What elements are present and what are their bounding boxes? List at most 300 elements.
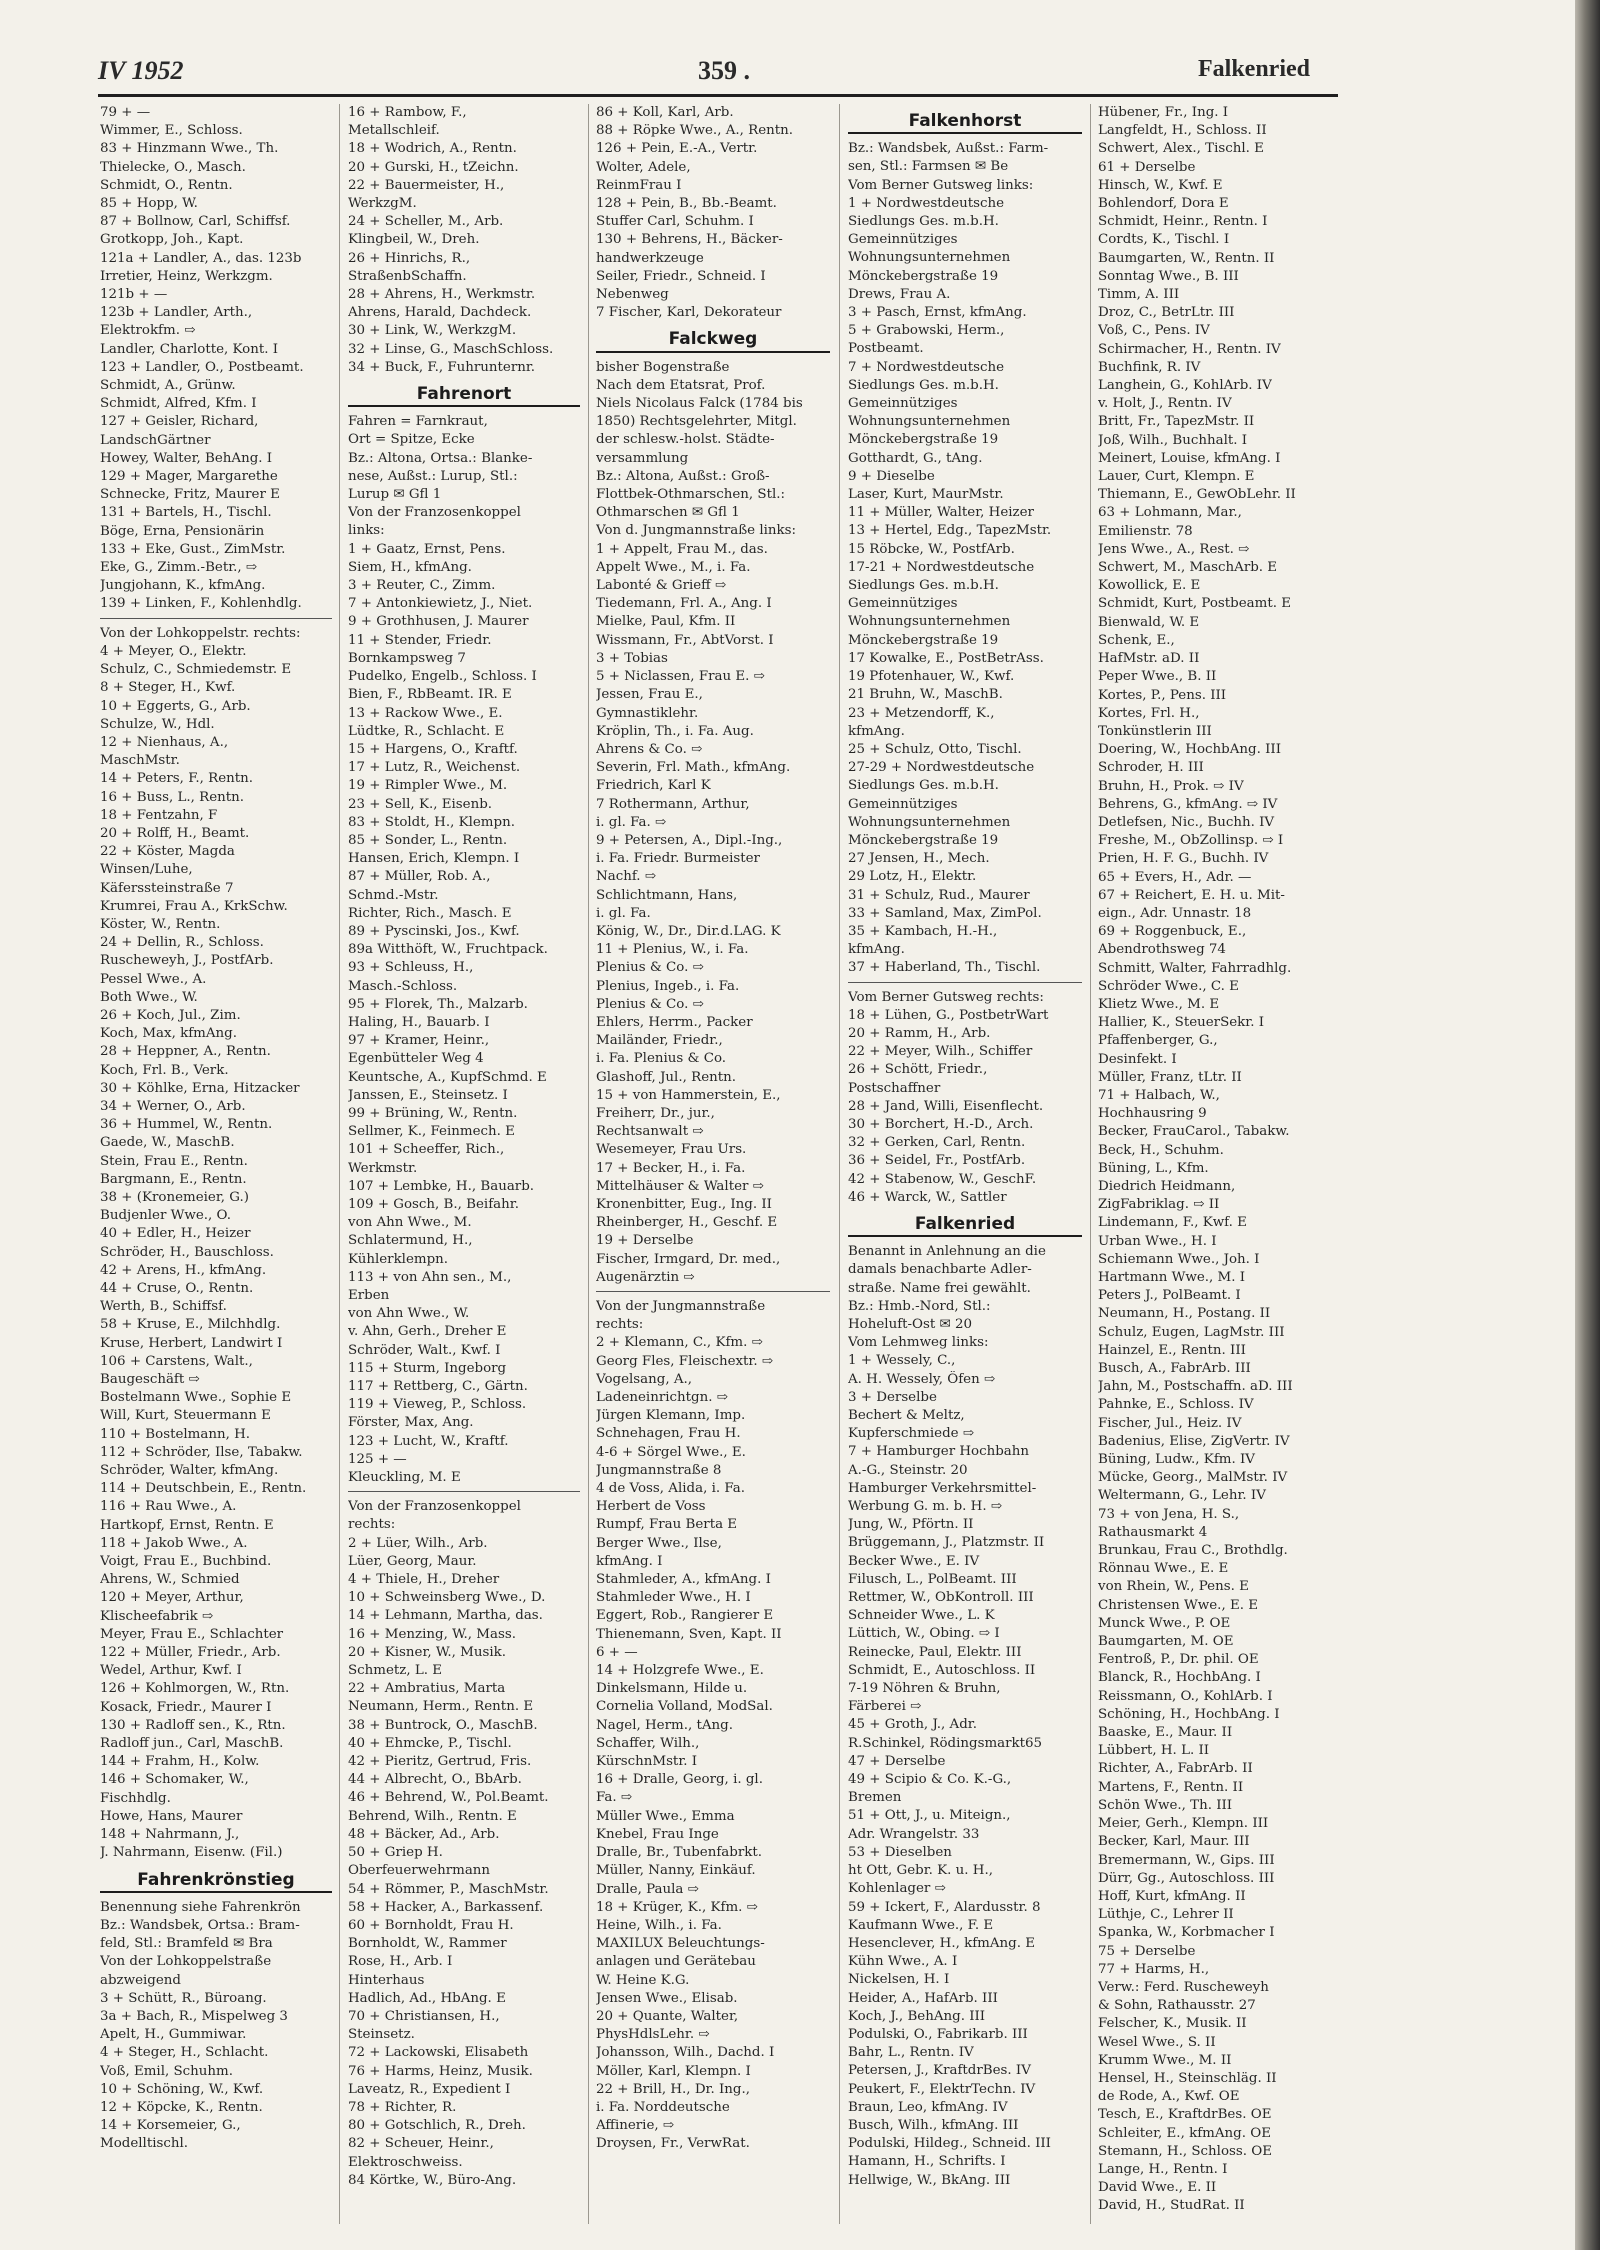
directory-entry: 22 + Bauermeister, H., — [348, 177, 505, 193]
directory-entry: Pfaffenberger, G., — [1098, 1033, 1218, 1049]
directory-entry: 10 + Schweinsberg Wwe., D. — [348, 1590, 546, 1606]
directory-entry: Hansen, Erich, Klempn. I — [348, 851, 520, 867]
directory-entry: Von der Lohkoppelstraße — [100, 1954, 272, 1970]
directory-entry: 11 + Plenius, W., i. Fa. — [596, 942, 749, 958]
directory-entry: straße. Name frei gewählt. — [848, 1280, 1031, 1296]
street-heading: Falkenhorst — [848, 112, 1082, 134]
directory-entry: 116 + Rau Wwe., A. — [100, 1499, 237, 1515]
directory-entry: 63 + Lohmann, Mar., — [1098, 505, 1242, 521]
directory-entry: 144 + Frahm, H., Kolw. — [100, 1754, 260, 1770]
directory-entry: Kühlerklempn. — [348, 1251, 449, 1267]
directory-entry: Grotkopp, Joh., Kapt. — [100, 232, 244, 248]
directory-entry: Berger Wwe., Ilse, — [596, 1535, 722, 1551]
directory-entry: 22 + Köster, Magda — [100, 844, 235, 860]
directory-entry: Georg Fles, Fleischextr. ⇨ — [596, 1353, 774, 1369]
directory-entry: Podulski, O., Fabrikarb. III — [848, 2026, 1028, 2042]
directory-entry: Behrens, G., kfmAng. ⇨ IV — [1098, 796, 1278, 812]
book-edge — [1575, 0, 1600, 2250]
directory-entry: Bohlendorf, Dora E — [1098, 196, 1229, 212]
directory-entry: 14 + Peters, F., Rentn. — [100, 771, 254, 787]
directory-entry: 34 + Buck, F., Fuhrunternr. — [348, 359, 536, 375]
directory-entry: kfmAng. — [848, 723, 905, 739]
directory-entry: Wohnungsunternehmen — [848, 614, 1011, 630]
directory-entry: Hoheluft-Ost ✉ 20 — [848, 1317, 973, 1332]
directory-entry: Kronenbitter, Eug., Ing. II — [596, 1196, 772, 1212]
directory-entry: 85 + Sonder, L., Rentn. — [348, 832, 508, 848]
directory-entry: von Ahn Wwe., M. — [348, 1215, 472, 1231]
directory-entry: Bz.: Altona, Außst.: Groß- — [596, 468, 770, 484]
directory-entry: Tiedemann, Frl. A., Ang. I — [596, 596, 772, 612]
directory-entry: Schöning, H., HochbAng. I — [1098, 1706, 1280, 1722]
directory-entry: 40 + Ehmcke, P., Tischl. — [348, 1735, 512, 1751]
directory-entry: Baaske, E., Maur. II — [1098, 1725, 1233, 1741]
directory-entry: Labonté & Grieff ⇨ — [596, 578, 727, 594]
directory-entry: 72 + Lackowski, Elisabeth — [348, 2045, 529, 2061]
directory-entry: Gemeinnütziges — [848, 596, 958, 612]
directory-entry: 73 + von Jena, H. S., — [1098, 1506, 1240, 1522]
directory-entry: Büning, Ludw., Kfm. IV — [1098, 1452, 1255, 1468]
directory-entry: Adr. Wrangelstr. 33 — [848, 1826, 980, 1842]
directory-entry: Prien, H. F. G., Buchh. IV — [1098, 851, 1269, 867]
directory-entry: Wesemeyer, Frau Urs. — [596, 1142, 747, 1158]
directory-entry: Gemeinnütziges — [848, 232, 958, 248]
directory-entry: Stein, Frau E., Rentn. — [100, 1153, 248, 1169]
directory-entry: Thienemann, Sven, Kapt. II — [596, 1626, 782, 1642]
directory-entry: Friedrich, Karl K — [596, 778, 711, 794]
directory-entry: Fa. ⇨ — [596, 1790, 633, 1806]
directory-entry: 114 + Deutschbein, E., Rentn. — [100, 1481, 307, 1497]
directory-entry: Landler, Charlotte, Kont. I — [100, 341, 279, 357]
directory-entry: Desinfekt. I — [1098, 1051, 1177, 1067]
directory-entry: Benannt in Anlehnung an die — [848, 1244, 1046, 1260]
directory-entry: 65 + Evers, H., Adr. — — [1098, 869, 1252, 885]
directory-entry: Schlichtmann, Hans, — [596, 887, 738, 903]
directory-entry: Gotthardt, G., tAng. — [848, 450, 983, 466]
directory-entry: Heine, Wilh., i. Fa. — [596, 1917, 722, 1933]
directory-entry: 30 + Link, W., WerkzgM. — [348, 323, 517, 339]
directory-entry: 59 + Ickert, F., Alardusstr. 8 — [848, 1899, 1041, 1915]
directory-entry: Lüthje, C., Lehrer II — [1098, 1907, 1234, 1923]
directory-entry: 121a + Landler, A., das. 123b — [100, 250, 302, 266]
directory-entry: 23 + Metzendorff, K., — [848, 705, 995, 721]
directory-entry: 51 + Ott, J., u. Miteign., — [848, 1808, 1011, 1824]
directory-entry: Peukert, F., ElektrTechn. IV — [848, 2081, 1036, 2097]
directory-entry: Vom Berner Gutsweg links: — [848, 177, 1034, 193]
directory-entry: Rose, H., Arb. I — [348, 1954, 453, 1970]
directory-entry: Joß, Wilh., Buchhalt. I — [1098, 432, 1248, 448]
directory-entry: Cornelia Volland, ModSal. — [596, 1699, 773, 1715]
directory-entry: Dralle, Br., Tubenfabrkt. — [596, 1845, 763, 1861]
directory-entry: 5 + Niclassen, Frau E. ⇨ — [596, 669, 765, 685]
directory-entry: Baugeschäft ⇨ — [100, 1372, 200, 1388]
directory-entry: 28 + Jand, Willi, Eisenflecht. — [848, 1098, 1044, 1114]
directory-entry: Hensel, H., Steinschläg. II — [1098, 2070, 1277, 2086]
directory-entry: 1 + Appelt, Frau M., das. — [596, 541, 768, 557]
directory-entry: 148 + Nahrmann, J., — [100, 1827, 240, 1843]
directory-entry: kfmAng. I — [596, 1553, 663, 1569]
directory-entry: 30 + Köhlke, Erna, Hitzacker — [100, 1080, 300, 1096]
directory-entry: 20 + Rolff, H., Beamt. — [100, 825, 250, 841]
directory-entry: Müller, Franz, tLtr. II — [1098, 1069, 1242, 1085]
directory-entry: Wimmer, E., Schloss. — [100, 123, 243, 139]
directory-entry: Fentroß, P., Dr. phil. OE — [1098, 1652, 1259, 1668]
directory-entry: 123b + Landler, Arth., — [100, 305, 253, 321]
directory-entry: 110 + Bostelmann, H. — [100, 1426, 251, 1442]
directory-entry: Von der Lohkoppelstr. rechts: — [100, 625, 301, 641]
directory-entry: Laveatz, R., Expedient I — [348, 2081, 511, 2097]
directory-entry: 22 + Meyer, Wilh., Schiffer — [848, 1044, 1033, 1060]
directory-entry: Müller, Nanny, Einkäuf. — [596, 1863, 756, 1879]
directory-entry: 16 + Dralle, Georg, i. gl. — [596, 1772, 763, 1788]
directory-entry: ht Ott, Gebr. K. u. H., — [848, 1863, 993, 1879]
directory-entry: Lindemann, F., Kwf. E — [1098, 1215, 1247, 1231]
directory-entry: W. Heine K.G. — [596, 1972, 690, 1988]
directory-entry: Modelltischl. — [100, 2136, 189, 2152]
directory-entry: 122 + Müller, Friedr., Arb. — [100, 1645, 281, 1661]
directory-entry: Masch.-Schloss. — [348, 978, 458, 994]
directory-entry: Bremen — [848, 1790, 902, 1806]
directory-entry: 11 + Stender, Friedr. — [348, 632, 492, 648]
directory-entry: 87 + Müller, Rob. A., — [348, 869, 491, 885]
directory-entry: Gemeinnütziges — [848, 796, 958, 812]
directory-entry: 13 + Hertel, Edg., TapezMstr. — [848, 523, 1052, 539]
directory-entry: Schulz, C., Schmiedemstr. E — [100, 662, 292, 678]
directory-entry: damals benachbarte Adler- — [848, 1262, 1032, 1278]
directory-entry: Behrend, Wilh., Rentn. E — [348, 1808, 517, 1824]
directory-entry: 46 + Behrend, W., Pol.Beamt. — [348, 1790, 549, 1806]
directory-entry: Kleuckling, M. E — [348, 1470, 461, 1486]
directory-entry: Vogelsang, A., — [596, 1371, 693, 1387]
directory-entry: Schenk, E., — [1098, 632, 1175, 648]
directory-entry: von Rhein, W., Pens. E — [1098, 1579, 1249, 1595]
directory-entry: Meinert, Louise, kfmAng. I — [1098, 450, 1281, 466]
directory-entry: Hadlich, Ad., HbAng. E — [348, 1990, 506, 2006]
directory-entry: 123 + Landler, O., Postbeamt. — [100, 359, 304, 375]
directory-entry: Plenius & Co. ⇨ — [596, 996, 704, 1012]
directory-entry: Felscher, K., Musik. II — [1098, 2016, 1247, 2032]
directory-entry: 27 Jensen, H., Mech. — [848, 851, 990, 867]
directory-entry: Färberei ⇨ — [848, 1699, 922, 1715]
directory-entry: 42 + Pieritz, Gertrud, Fris. — [348, 1754, 532, 1770]
directory-entry: 9 + Petersen, A., Dipl.-Ing., — [596, 832, 783, 848]
directory-entry: 18 + Lühen, G., PostbetrWart — [848, 1007, 1049, 1023]
directory-entry: 93 + Schleuss, H., — [348, 960, 474, 976]
directory-entry: 13 + Rackow Wwe., E. — [348, 705, 503, 721]
directory-entry: Both Wwe., W. — [100, 989, 198, 1005]
directory-entry: Bahr, L., Rentn. IV — [848, 2045, 974, 2061]
directory-entry: Hallier, K., SteuerSekr. I — [1098, 1015, 1265, 1031]
directory-entry: Abendrothsweg 74 — [1098, 942, 1226, 958]
directory-entry: 3 + Reuter, C., Zimm. — [348, 578, 496, 594]
directory-entry: 11 + Müller, Walter, Heizer — [848, 505, 1034, 521]
directory-entry: 58 + Hacker, A., Barkassenf. — [348, 1899, 544, 1915]
directory-entry: 49 + Scipio & Co. K.-G., — [848, 1772, 1012, 1788]
directory-entry: 71 + Halbach, W., — [1098, 1087, 1220, 1103]
directory-entry: Lange, H., Rentn. I — [1098, 2161, 1228, 2177]
directory-entry: Erben — [348, 1288, 390, 1303]
directory-entry: Fahren = Farnkraut, — [348, 414, 488, 430]
directory-entry: Schröder Wwe., C. E — [1098, 978, 1239, 994]
directory-entry: LandschGärtner — [100, 432, 211, 448]
directory-entry: Klischeefabrik ⇨ — [100, 1608, 214, 1624]
directory-entry: Stahmleder, A., kfmAng. I — [596, 1572, 771, 1588]
directory-entry: Gaede, W., MaschB. — [100, 1135, 235, 1151]
directory-entry: Lüttich, W., Obing. ⇨ I — [848, 1626, 1000, 1642]
directory-entry: 7 + Antonkiewietz, J., Niet. — [348, 596, 533, 612]
directory-entry: Lauer, Curt, Klempn. E — [1098, 469, 1255, 485]
directory-entry: Tesch, E., KraftdrBes. OE — [1098, 2107, 1272, 2123]
column-3 — [596, 104, 830, 2224]
directory-entry: Schnecke, Fritz, Maurer E — [100, 487, 280, 503]
directory-entry: Wohnungsunternehmen — [848, 814, 1011, 830]
directory-entry: Metallschleif. — [348, 123, 440, 139]
directory-entry: Thielecke, O., Masch. — [100, 159, 246, 175]
directory-entry: Baumgarten, W., Rentn. II — [1098, 250, 1275, 266]
directory-entry: Fischer, Jul., Heiz. IV — [1098, 1415, 1242, 1431]
directory-entry: Richter, Rich., Masch. E — [348, 905, 512, 921]
directory-entry: rechts: — [596, 1317, 644, 1333]
directory-entry: 20 + Kisner, W., Musik. — [348, 1644, 506, 1660]
directory-entry: Koch, Frl. B., Verk. — [100, 1062, 229, 1078]
directory-entry: 58 + Kruse, E., Milchhdlg. — [100, 1317, 281, 1333]
directory-entry: Mönckebergstraße 19 — [848, 832, 999, 848]
directory-entry: 14 + Korsemeier, G., — [100, 2118, 241, 2134]
directory-entry: Schneider Wwe., L. K — [848, 1608, 995, 1624]
directory-entry: 15 Röbcke, W., PostfArb. — [848, 541, 1015, 557]
directory-entry: 113 + von Ahn sen., M., — [348, 1269, 512, 1285]
directory-entry: Rettmer, W., ObKontroll. III — [848, 1590, 1034, 1606]
directory-entry: Siedlungs Ges. m.b.H. — [848, 377, 999, 393]
section-divider — [848, 982, 1082, 989]
directory-entry: 18 + Wodrich, A., Rentn. — [348, 141, 517, 157]
directory-entry: Becker Wwe., E. IV — [848, 1553, 980, 1569]
directory-entry: Schulz, Eugen, LagMstr. III — [1098, 1324, 1285, 1340]
directory-entry: 131 + Bartels, H., Tischl. — [100, 505, 272, 521]
directory-entry: 146 + Schomaker, W., — [100, 1772, 249, 1788]
directory-entry: 35 + Kambach, H.-H., — [848, 923, 998, 939]
directory-entry: handwerkzeuge — [596, 250, 704, 266]
directory-entry: Siedlungs Ges. m.b.H. — [848, 778, 999, 794]
directory-entry: 139 + Linken, F., Kohlenhdlg. — [100, 596, 302, 612]
directory-entry: 50 + Griep H. — [348, 1845, 443, 1861]
directory-entry: 20 + Ramm, H., Arb. — [848, 1025, 991, 1041]
street-heading: Falckweg — [596, 330, 830, 352]
directory-entry: 44 + Albrecht, O., BbArb. — [348, 1772, 522, 1788]
directory-entry: Krumm Wwe., M. II — [1098, 2052, 1232, 2068]
directory-entry: 10 + Schöning, W., Kwf. — [100, 2081, 264, 2097]
directory-entry: Wohnungsunternehmen — [848, 250, 1011, 266]
directory-entry: Koch, Max, kfmAng. — [100, 1026, 237, 1042]
directory-entry: Wissmann, Fr., AbtVorst. I — [596, 632, 774, 648]
directory-entry: Nagel, Herm., tAng. — [596, 1717, 733, 1733]
directory-entry: 53 + Dieselben — [848, 1844, 952, 1860]
directory-entry: Bornkampsweg 7 — [348, 650, 466, 666]
directory-entry: 106 + Carstens, Walt., — [100, 1353, 253, 1369]
directory-entry: Siedlungs Ges. m.b.H. — [848, 214, 999, 230]
directory-entry: Langhein, G., KohlArb. IV — [1098, 378, 1272, 394]
directory-entry: Affinerie, ⇨ — [596, 2118, 675, 2134]
directory-entry: Lübbert, H. L. II — [1098, 1743, 1210, 1759]
directory-entry: der schlesw.-holst. Städte- — [596, 432, 775, 448]
directory-entry: Meyer, Frau E., Schlachter — [100, 1626, 284, 1642]
column-4 — [848, 104, 1082, 2224]
directory-entry: WerkzgM. — [348, 196, 417, 212]
directory-entry: Mailänder, Friedr., — [596, 1033, 723, 1049]
column-divider — [1090, 104, 1091, 2224]
directory-entry: 126 + Pein, E.-A., Vertr. — [596, 141, 758, 157]
directory-entry: Flottbek-Othmarschen, Stl.: — [596, 487, 786, 503]
directory-entry: ZigFabriklag. ⇨ II — [1098, 1197, 1220, 1213]
directory-entry: Kortes, P., Pens. III — [1098, 687, 1227, 703]
directory-entry: 26 + Hinrichs, R., — [348, 250, 471, 266]
directory-entry: 123 + Lucht, W., Kraftf. — [348, 1433, 509, 1449]
directory-entry: v. Ahn, Gerh., Dreher E — [348, 1324, 507, 1340]
directory-entry: Jung, W., Pförtn. II — [848, 1517, 974, 1533]
directory-entry: 87 + Bollnow, Carl, Schiffsf. — [100, 214, 291, 230]
directory-entry: Elektroschweiss. — [348, 2154, 463, 2170]
directory-entry: 1 + Wessely, C., — [848, 1353, 956, 1369]
directory-entry: Nebenweg — [596, 287, 669, 303]
directory-entry: 78 + Richter, R. — [348, 2099, 457, 2115]
directory-entry: 4 + Meyer, O., Elektr. — [100, 643, 247, 659]
directory-entry: 19 + Rimpler Wwe., M. — [348, 778, 508, 794]
directory-entry: 121b + — — [100, 287, 168, 303]
directory-entry: 26 + Schött, Friedr., — [848, 1062, 988, 1078]
directory-entry: 31 + Schulz, Rud., Maurer — [848, 887, 1030, 903]
directory-entry: 97 + Kramer, Heinr., — [348, 1033, 490, 1049]
directory-entry: Schirmacher, H., Rentn. IV — [1098, 341, 1281, 357]
directory-entry: Kohlenlager ⇨ — [848, 1881, 946, 1897]
directory-entry: Ahrens & Co. ⇨ — [596, 741, 703, 757]
directory-entry: Bz.: Hmb.-Nord, Stl.: — [848, 1298, 991, 1314]
directory-entry: 9 + Dieselbe — [848, 468, 935, 484]
directory-entry: Dralle, Paula ⇨ — [596, 1881, 699, 1897]
directory-entry: Kortes, Frl. H., — [1098, 705, 1200, 721]
directory-entry: Emilienstr. 78 — [1098, 523, 1193, 539]
directory-entry: Howe, Hans, Maurer — [100, 1808, 243, 1824]
directory-entry: Spanka, W., Korbmacher I — [1098, 1925, 1275, 1941]
directory-entry: 127 + Geisler, Richard, — [100, 414, 259, 430]
directory-entry: Hinterhaus — [348, 1972, 425, 1988]
directory-entry: 32 + Linse, G., MaschSchloss. — [348, 341, 554, 357]
directory-entry: 77 + Harms, H., — [1098, 1961, 1210, 1977]
directory-entry: Kruse, Herbert, Landwirt I — [100, 1335, 283, 1351]
directory-entry: 17 + Becker, H., i. Fa. — [596, 1160, 746, 1176]
directory-entry: Rheinberger, H., Geschf. E — [596, 1215, 778, 1231]
directory-entry: 1850) Rechtsgelehrter, Mitgl. — [596, 414, 797, 430]
directory-entry: Rathausmarkt 4 — [1098, 1524, 1208, 1540]
directory-entry: 22 + Brill, H., Dr. Ing., — [596, 2081, 750, 2097]
directory-entry: Schwert, M., MaschArb. E — [1098, 560, 1278, 576]
directory-entry: StraßenbSchaffn. — [348, 268, 467, 284]
directory-entry: 130 + Radloff sen., K., Rtn. — [100, 1717, 286, 1733]
directory-entry: 17 Kowalke, E., PostBetrAss. — [848, 650, 1044, 666]
directory-entry: Jungjohann, K., kfmAng. — [100, 578, 266, 594]
directory-entry: Bien, F., RbBeamt. IR. E — [348, 687, 512, 703]
directory-entry: Bechert & Meltz, — [848, 1408, 965, 1424]
directory-entry: 3 + Derselbe — [848, 1389, 937, 1405]
directory-entry: 26 + Koch, Jul., Zim. — [100, 1007, 241, 1023]
directory-entry: eign., Adr. Unnastr. 18 — [1098, 905, 1252, 921]
directory-entry: Fischer, Irmgard, Dr. med., — [596, 1251, 781, 1267]
directory-entry: 85 + Hopp, W. — [100, 196, 198, 212]
directory-entry: Schulze, W., Hdl. — [100, 716, 215, 732]
directory-entry: & Sohn, Rathausstr. 27 — [1098, 1998, 1256, 2014]
directory-entry: Heider, A., HafArb. III — [848, 1990, 998, 2006]
directory-entry: Hellwige, W., BkAng. III — [848, 2172, 1011, 2188]
directory-entry: Britt, Fr., TapezMstr. II — [1098, 414, 1255, 430]
directory-entry: Droysen, Fr., VerwRat. — [596, 2136, 750, 2152]
directory-entry: 89 + Pyscinski, Jos., Kwf. — [348, 923, 520, 939]
directory-entry: Oberfeuerwehrmann — [348, 1863, 491, 1879]
directory-entry: Herbert de Voss — [596, 1499, 706, 1515]
directory-entry: 70 + Christiansen, H., — [348, 2008, 500, 2024]
directory-entry: i. Fa. Norddeutsche — [596, 2099, 730, 2115]
directory-entry: Schmidt, A., Grünw. — [100, 378, 236, 394]
directory-entry: Freiherr, Dr., jur., — [596, 1105, 715, 1121]
directory-entry: 101 + Scheeffer, Rich., — [348, 1142, 505, 1158]
directory-entry: i. Fa. Plenius & Co. — [596, 1051, 727, 1067]
directory-entry: Ort = Spitze, Ecke — [348, 432, 475, 448]
directory-entry: Hesenclever, H., kfmAng. E — [848, 1935, 1036, 1951]
directory-entry: Seiler, Friedr., Schneid. I — [596, 268, 766, 284]
directory-entry: Schmidt, O., Rentn. — [100, 177, 233, 193]
directory-entry: Gemeinnütziges — [848, 396, 958, 412]
directory-entry: Stemann, H., Schloss. OE — [1098, 2143, 1273, 2159]
column-1 — [100, 104, 332, 2224]
directory-entry: 2 + Klemann, C., Kfm. ⇨ — [596, 1335, 763, 1351]
directory-entry: Wedel, Arthur, Kwf. I — [100, 1663, 242, 1679]
directory-entry: Peters J., PolBeamt. I — [1098, 1288, 1241, 1304]
column-5 — [1098, 104, 1338, 2224]
directory-entry: Hinsch, W., Kwf. E — [1098, 177, 1223, 193]
column-divider — [339, 104, 340, 2224]
directory-entry: 4 + Thiele, H., Dreher — [348, 1572, 500, 1588]
directory-entry: Mönckebergstraße 19 — [848, 632, 999, 648]
directory-entry: Schmetz, L. E — [348, 1663, 443, 1679]
directory-entry: Brüggemann, J., Platzmstr. II — [848, 1535, 1045, 1551]
directory-entry: Möller, Karl, Klempn. I — [596, 2063, 751, 2079]
directory-entry: Bz.: Altona, Ortsa.: Blanke- — [348, 450, 533, 466]
directory-entry: i. gl. Fa. — [596, 905, 651, 921]
directory-entry: 54 + Römmer, P., MaschMstr. — [348, 1881, 549, 1897]
directory-entry: Jungmannstraße 8 — [596, 1462, 722, 1478]
directory-entry: Laser, Kurt, MaurMstr. — [848, 487, 1004, 503]
directory-entry: Cordts, K., Tischl. I — [1098, 232, 1230, 248]
directory-entry: Rechtsanwalt ⇨ — [596, 1124, 704, 1140]
directory-entry: Bargmann, E., Rentn. — [100, 1171, 247, 1187]
directory-entry: HafMstr. aD. II — [1098, 651, 1200, 667]
directory-entry: 3a + Bach, R., Mispelweg 3 — [100, 2008, 288, 2024]
directory-entry: Radloff jun., Carl, MaschB. — [100, 1736, 284, 1752]
directory-entry: Buchfink, R. IV — [1098, 359, 1201, 375]
directory-entry: Hartkopf, Ernst, Rentn. E — [100, 1517, 274, 1533]
directory-entry: Schmd.-Mstr. — [348, 887, 439, 903]
directory-entry: Martens, F., Rentn. II — [1098, 1779, 1244, 1795]
directory-entry: Meier, Gerh., Klempn. III — [1098, 1816, 1269, 1832]
directory-entry: 130 + Behrens, H., Bäcker- — [596, 232, 783, 248]
directory-entry: Von der Franzosenkoppel — [348, 1499, 521, 1515]
directory-entry: Howey, Walter, BehAng. I — [100, 450, 273, 466]
directory-entry: Badenius, Elise, ZigVertr. IV — [1098, 1433, 1290, 1449]
running-title: Falkenried — [1198, 56, 1310, 82]
column-2 — [348, 104, 580, 2224]
directory-entry: 33 + Samland, Max, ZimPol. — [848, 905, 1042, 921]
directory-entry: Tonkünstlerin III — [1098, 723, 1212, 739]
directory-entry: A.-G., Steinstr. 20 — [848, 1462, 968, 1478]
section-divider — [348, 1491, 580, 1498]
directory-entry: Schmidt, Heinr., Rentn. I — [1098, 214, 1268, 230]
